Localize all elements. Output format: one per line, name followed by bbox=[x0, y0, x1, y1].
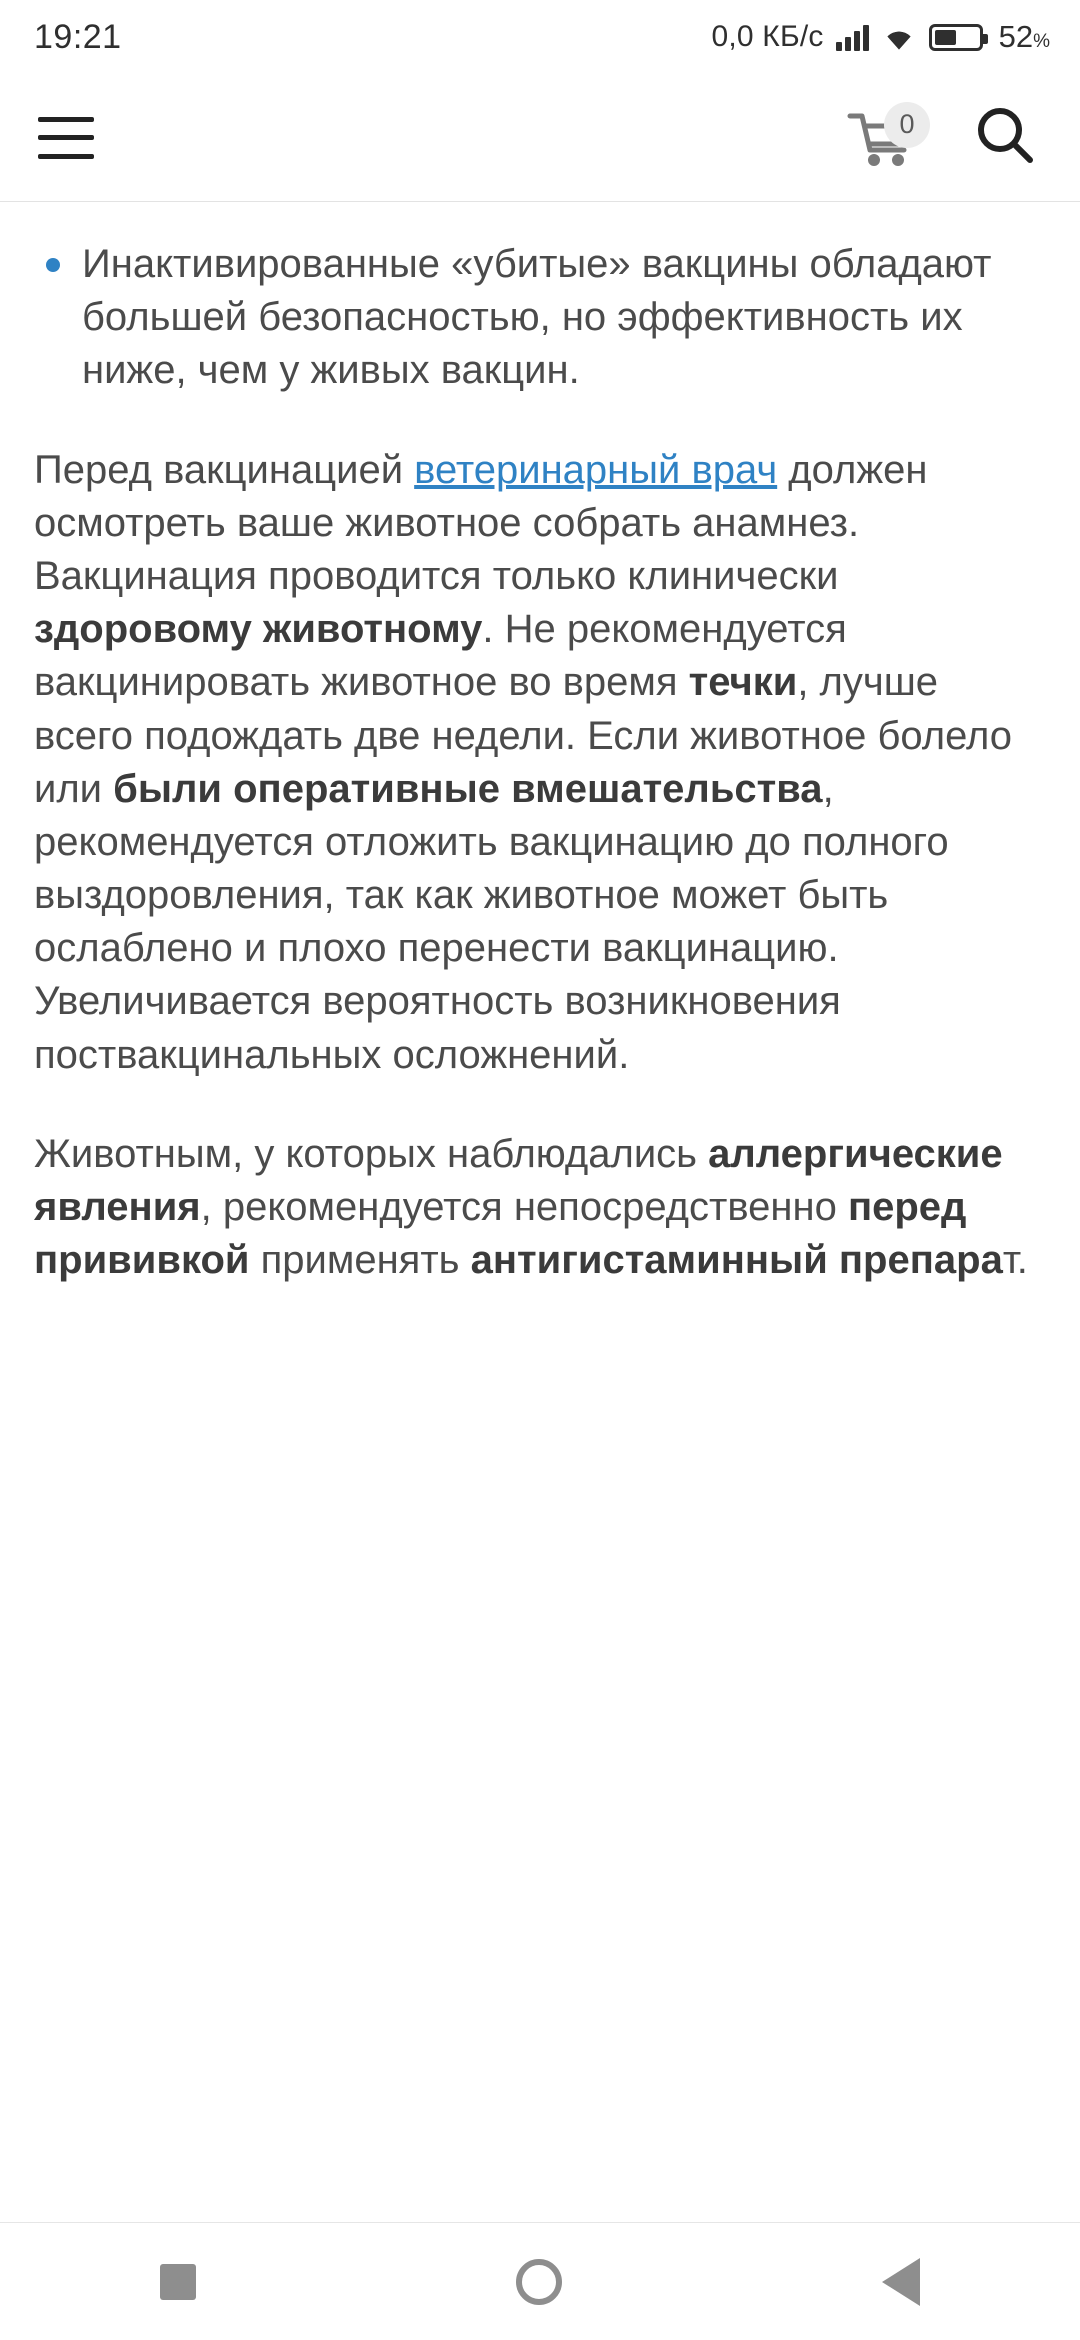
hamburger-menu-icon[interactable] bbox=[38, 117, 94, 159]
paragraph-allergy-advice bbox=[34, 1128, 1046, 1288]
text-bold-healthy-animal: здоровому животному bbox=[34, 607, 483, 652]
search-button[interactable] bbox=[974, 104, 1036, 171]
list-item: Инактивированные «убитые» вакцины обладают большей безопасностью, но эффективность их ниже, чем у живых вакцин. bbox=[34, 238, 1046, 398]
status-time: 19:21 bbox=[34, 17, 122, 56]
article-content bbox=[0, 202, 1080, 1287]
network-speed-label: 0,0 КБ/с bbox=[711, 20, 824, 53]
text-bold-heat: течки bbox=[688, 660, 798, 705]
text-bold-allergic: аллергические явления bbox=[34, 1131, 1003, 1229]
app-header bbox=[0, 74, 1080, 202]
text-fragment: должен осмотреть ваше животное собрать анамнез. Вакцинация проводится только клинически bbox=[34, 447, 928, 598]
text-bold-before-vaccine: перед прививкой bbox=[34, 1185, 967, 1283]
vet-doctor-link[interactable]: ветеринарный врач bbox=[414, 447, 778, 492]
search-icon bbox=[974, 104, 1036, 166]
android-navigation-bar bbox=[0, 2222, 1080, 2340]
home-circle-icon[interactable] bbox=[516, 2259, 562, 2305]
text-bold-surgery: были оперативные вмешательства bbox=[113, 766, 823, 811]
battery-percent-symbol: % bbox=[1033, 31, 1050, 52]
text-fragment: , рекомендуется отложить вакцинацию до полного выздоровления, так как животное может быть ослаблено и плохо перенести вакцинацию. Увеличивается вероятность возникновения поствакцинальных осложнений. bbox=[34, 766, 949, 1077]
signal-bars-icon bbox=[836, 23, 869, 51]
text-fragment: применять bbox=[249, 1238, 471, 1283]
text-fragment: , лучше всего подождать две недели. Если животное болело или bbox=[34, 660, 1013, 811]
battery-icon bbox=[929, 24, 983, 51]
text-fragment: , рекомендуется непосредственно bbox=[200, 1185, 848, 1229]
battery-percent-value: 52 bbox=[998, 19, 1034, 54]
text-fragment: т. bbox=[1002, 1238, 1028, 1283]
text-fragment: Животным, у которых наблюдались bbox=[34, 1131, 709, 1176]
battery-percent-label bbox=[999, 19, 1050, 55]
paragraph-vaccination-rules bbox=[34, 444, 1046, 1082]
status-bar bbox=[0, 0, 1080, 74]
back-triangle-icon[interactable] bbox=[882, 2258, 920, 2306]
text-fragment: . Не рекомендуется вакцинировать животное во время bbox=[34, 607, 847, 705]
vaccine-bullet-list bbox=[34, 238, 1046, 398]
shopping-cart-button[interactable] bbox=[846, 106, 920, 170]
status-bar-right bbox=[711, 19, 1050, 55]
recents-square-icon[interactable] bbox=[160, 2264, 196, 2300]
cart-count-badge: 0 bbox=[884, 102, 930, 148]
header-actions bbox=[846, 104, 1036, 171]
text-fragment: Перед вакцинацией bbox=[34, 447, 415, 492]
wifi-icon bbox=[881, 23, 917, 51]
text-bold-antihistamine: антигистаминный препара bbox=[470, 1238, 1003, 1283]
